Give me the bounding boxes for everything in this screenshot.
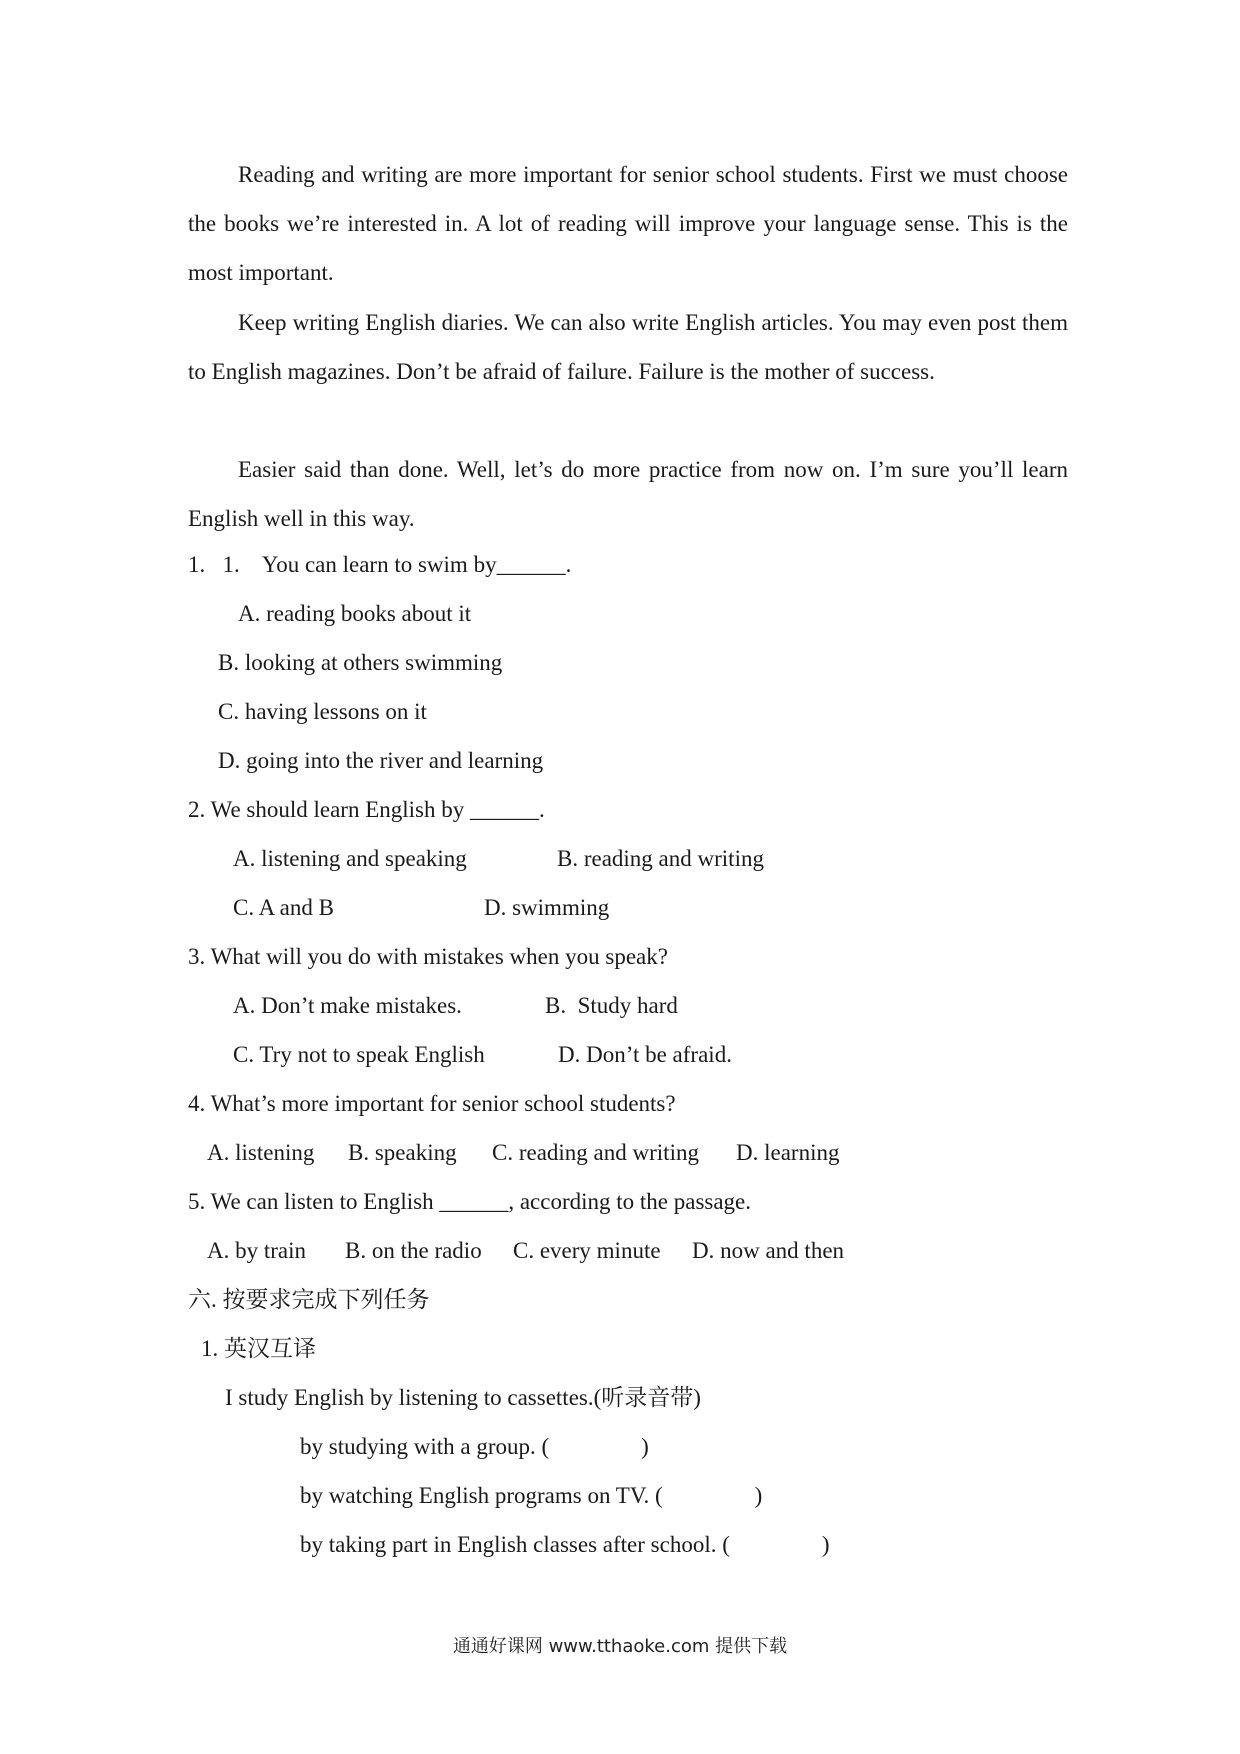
question-5-option-a: A. by train [207, 1238, 307, 1263]
question-2-option-a: A. listening and speaking [233, 846, 467, 871]
question-3-option-b: B. Study hard [545, 993, 678, 1018]
section-6-task-1-heading: 1. 英汉互译 [201, 1336, 316, 1361]
translation-example-line: I study English by listening to cassettes.(听录音带) [225, 1385, 701, 1410]
question-5-option-c: C. every minute [513, 1238, 661, 1263]
question-4-option-c: C. reading and writing [492, 1140, 699, 1165]
page-footer: 通通好课网 www.tthaoke.com 提供下载 [452, 1636, 788, 1657]
question-1-option-b: B. looking at others swimming [218, 650, 503, 675]
question-4-option-a: A. listening [207, 1140, 315, 1165]
question-1-stem: 1. 1. You can learn to swim by______. [188, 552, 572, 577]
question-3-stem: 3. What will you do with mistakes when you speak? [188, 944, 668, 969]
question-4-option-b: B. speaking [348, 1140, 457, 1165]
question-1-option-c: C. having lessons on it [218, 699, 427, 724]
question-4-option-d: D. learning [736, 1140, 840, 1165]
question-3-option-a: A. Don’t make mistakes. [233, 993, 462, 1018]
question-3-option-c: C. Try not to speak English [233, 1042, 485, 1067]
translation-item-3: by taking part in English classes after school. ( ) [300, 1532, 830, 1557]
question-2-option-d: D. swimming [484, 895, 610, 920]
question-5-option-b: B. on the radio [345, 1238, 482, 1263]
translation-item-2: by watching English programs on TV. ( ) [300, 1483, 763, 1508]
question-5-stem: 5. We can listen to English ______, according to the passage. [188, 1189, 752, 1214]
translation-item-1: by studying with a group. ( ) [300, 1434, 649, 1459]
question-1-option-a: A. reading books about it [238, 601, 472, 626]
question-1-option-d: D. going into the river and learning [218, 748, 544, 773]
question-2-stem: 2. We should learn English by ______. [188, 797, 545, 822]
question-2-option-c: C. A and B [233, 895, 334, 920]
passage-paragraph-1: Reading and writing are more important for senior school students. First we must choose the books we’re interested in. A lot of reading will improve your language sense. This is the most important. [188, 162, 1068, 285]
question-4-stem: 4. What’s more important for senior school students? [188, 1091, 676, 1116]
passage-paragraph-3: Easier said than done. Well, let’s do more practice from now on. I’m sure you’ll learn English well in this way. [188, 457, 1068, 531]
question-2-option-b: B. reading and writing [557, 846, 764, 871]
question-3-option-d: D. Don’t be afraid. [558, 1042, 732, 1067]
section-6-heading: 六. 按要求完成下列任务 [188, 1287, 430, 1312]
passage-paragraph-2: Keep writing English diaries. We can also write English articles. You may even post them to English magazines. Don’t be afraid of failure. Failure is the mother of success. [188, 310, 1068, 384]
question-5-option-d: D. now and then [692, 1238, 845, 1263]
